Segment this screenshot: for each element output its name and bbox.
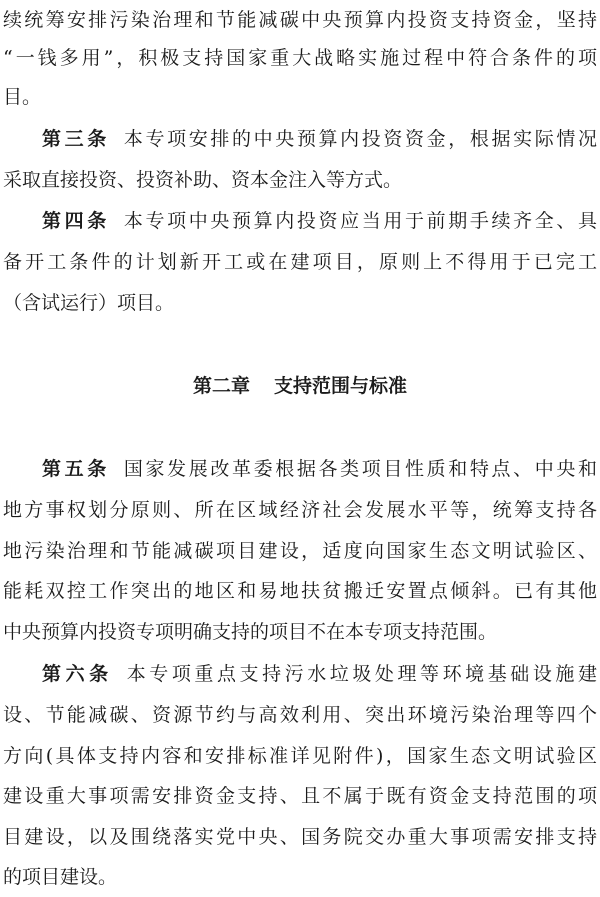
article-5-label: 第五条 bbox=[42, 458, 110, 480]
paragraph-line: “一钱多用”，积极支持国家重大战略实施过程中符合条件的项 bbox=[3, 47, 597, 69]
article-6-first-line bbox=[42, 654, 597, 694]
paragraph-line: 采取直接投资、投资补助、资本金注入等方式。 bbox=[3, 169, 403, 191]
chapter-heading bbox=[0, 366, 600, 406]
article-6-label: 第六条 bbox=[42, 663, 113, 685]
article-3-first-line bbox=[42, 119, 597, 159]
chapter-title: 支持范围与标准 bbox=[274, 375, 408, 397]
paragraph-line: 目。 bbox=[3, 86, 42, 108]
paragraph-line: 能耗双控工作突出的地区和易地扶贫搬迁安置点倾斜。已有其他 bbox=[3, 580, 597, 602]
paragraph-line: 备开工条件的计划新开工或在建项目，原则上不得用于已完工 bbox=[3, 251, 597, 273]
article-4-text: 本专项中央预算内投资应当用于前期手续齐全、具 bbox=[123, 210, 597, 232]
paragraph-line: 的项目建设。 bbox=[3, 866, 118, 888]
paragraph-line: 地方事权划分原则、所在区域经济社会发展水平等，统筹支持各 bbox=[3, 499, 597, 521]
chapter-number: 第二章 bbox=[192, 375, 250, 397]
article-3-label: 第三条 bbox=[42, 128, 110, 150]
paragraph-line: 地污染治理和节能减碳项目建设，适度向国家生态文明试验区、 bbox=[3, 540, 597, 562]
article-5-text: 国家发展改革委根据各类项目性质和特点、中央和 bbox=[123, 458, 597, 480]
article-5-first-line bbox=[42, 449, 597, 489]
article-4-first-line bbox=[42, 201, 597, 241]
paragraph-line: （含试运行）项目。 bbox=[3, 292, 175, 314]
paragraph-line: 方向(具体支持内容和安排标准详见附件)，国家生态文明试验区 bbox=[3, 745, 597, 767]
paragraph-line: 设、节能减碳、资源节约与高效利用、突出环境污染治理等四个 bbox=[3, 704, 597, 726]
paragraph-line: 中央预算内投资专项明确支持的项目不在本专项支持范围。 bbox=[3, 621, 498, 643]
paragraph-line: 目建设，以及围绕落实党中央、国务院交办重大事项需安排支持 bbox=[3, 826, 597, 848]
article-6-text: 本专项重点支持污水垃圾处理等环境基础设施建 bbox=[126, 663, 597, 685]
article-3-text: 本专项安排的中央预算内投资资金，根据实际情况 bbox=[123, 128, 597, 150]
article-4-label: 第四条 bbox=[42, 210, 110, 232]
paragraph-line: 建设重大事项需安排资金支持、且不属于既有资金支持范围的项 bbox=[3, 785, 597, 807]
paragraph-line: 续统筹安排污染治理和节能减碳中央预算内投资支持资金，坚持 bbox=[3, 9, 597, 31]
